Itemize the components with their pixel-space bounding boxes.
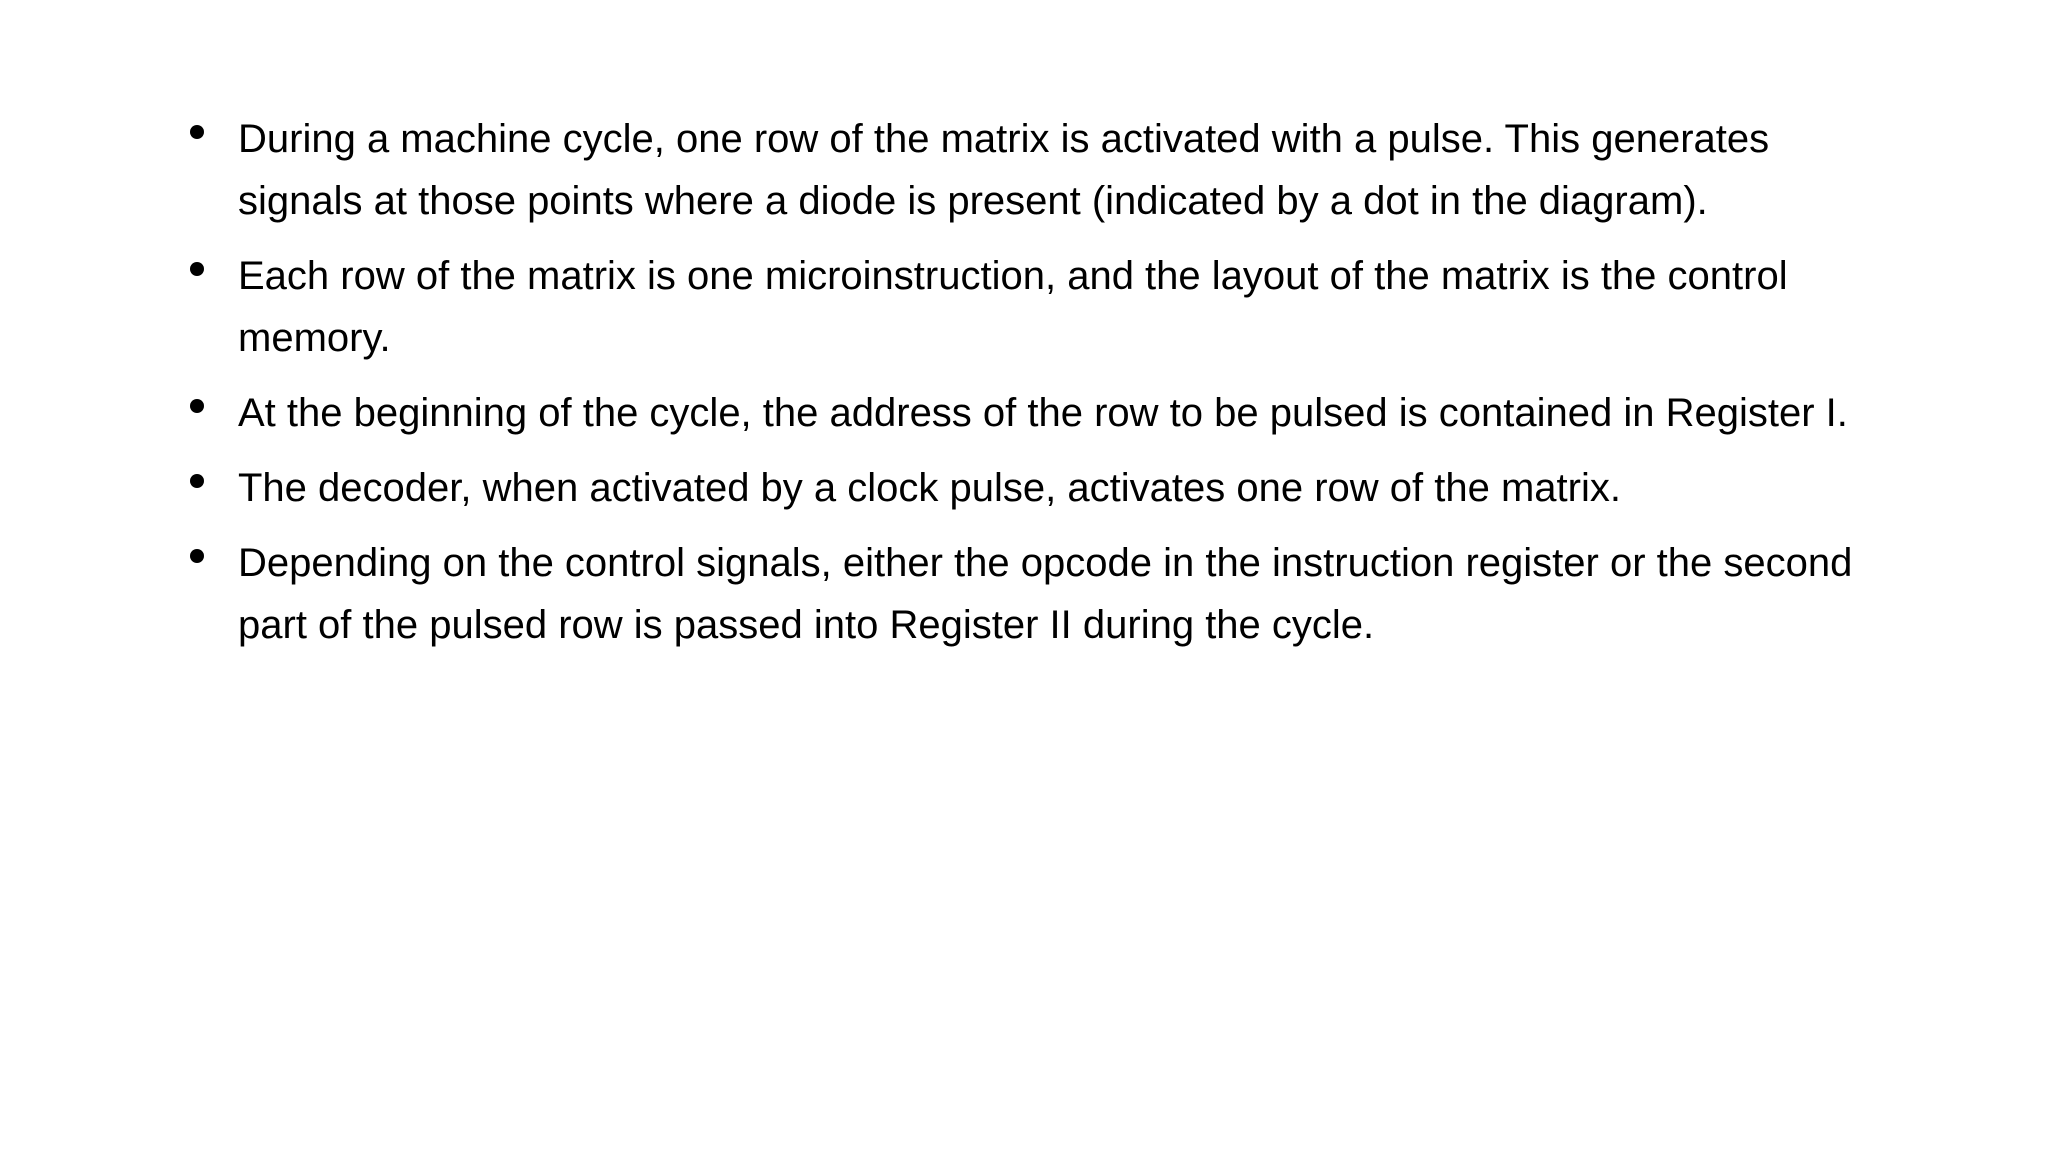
bullet-item-1 bbox=[185, 108, 1885, 232]
bullet-text: The decoder, when activated by a clock pulse, activates one row of the matrix. bbox=[238, 466, 1621, 510]
bullet-item-4 bbox=[185, 457, 1885, 519]
bullet-dot-icon bbox=[190, 262, 204, 276]
bullet-dot-icon bbox=[190, 399, 204, 413]
bullet-item-5 bbox=[185, 532, 1885, 656]
bullet-dot-icon bbox=[190, 549, 204, 563]
bullet-text: Each row of the matrix is one microinstruction, and the layout of the matrix is the control memory. bbox=[238, 254, 1788, 360]
bullet-text: During a machine cycle, one row of the matrix is activated with a pulse. This generates signals at those points where a diode is present (indicated by a dot in the diagram). bbox=[238, 117, 1770, 223]
bullet-item-2 bbox=[185, 245, 1885, 369]
bullet-dot-icon bbox=[190, 125, 204, 139]
bullet-item-3 bbox=[185, 382, 1885, 444]
bullet-dot-icon bbox=[190, 474, 204, 488]
bullet-text: Depending on the control signals, either the opcode in the instruction register or the second part of the pulsed row is passed into Register II during the cycle. bbox=[238, 541, 1853, 647]
bullet-text: At the beginning of the cycle, the address of the row to be pulsed is contained in Register I. bbox=[238, 391, 1848, 435]
bullet-list bbox=[185, 108, 1885, 669]
